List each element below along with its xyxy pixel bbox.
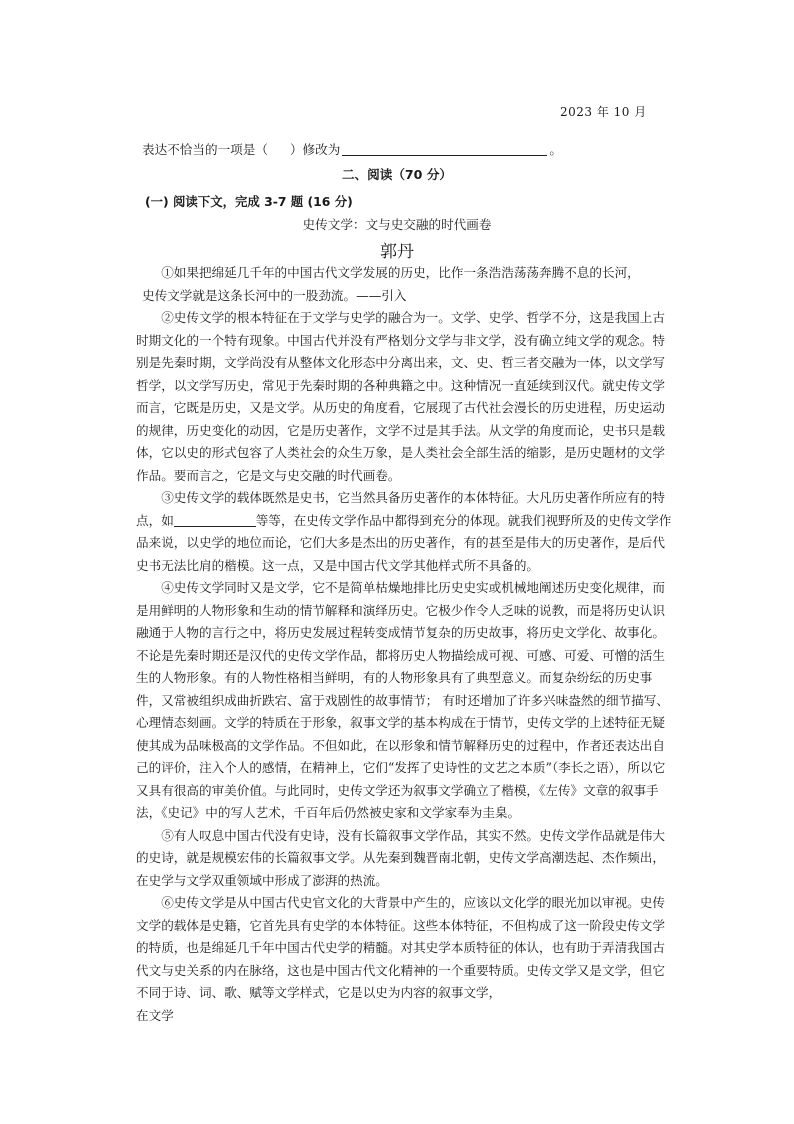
article-title: 史传文学：文与史交融的时代画卷	[302, 217, 492, 232]
question-prefix: 表达不恰当的一项是（	[142, 142, 268, 157]
paragraph-5: ⑤有人叹息中国古代没有史诗，没有长篇叙事文学作品，其实不然。史传文学作品就是伟大的史诗，就是规模宏伟的长篇叙事文学。从先秦到魏晋南北朝，史传文学高潮迭起、杰作频出，在史学与文学双重领域中形成了澎湃的热流。	[136, 827, 665, 888]
paragraph-3-part-b: 等等，在史传文学作品中都得到充分的体现。就我们视野所及的史传文学作品来说，以史学的地位而论，它们大多是杰出的历史著作，有的甚至是伟大的历史著作，是后代史书无法比肩的楷模。这一点，又是中国古代文学其他样式所不具备的。	[136, 512, 672, 573]
section-heading: 二、阅读（70 分）	[341, 167, 453, 182]
question-line	[142, 143, 562, 157]
paragraph-6: ⑥史传文学是从中国古代史官文化的大背景中产生的，应该以文化学的眼光加以审视。史传文学的载体是史籍，它首先具有史学的本体特征。这些本体特征，不但构成了这一阶段史传文学的特质，也是绵延几千年中国古代史学的精髓。对其史学本质特征的体认，也有助于弄清我国古代文与史关系的内在脉络，这也是中国古代文化精神的一个重要特质。史传文学又是文学，但它不同于诗、词、歌、赋等文学样式，它是以史为内容的叙事文学，	[136, 895, 665, 1000]
paragraph-6-tail: 在文学	[136, 1007, 174, 1023]
fill-in-blank	[174, 514, 256, 527]
rewrite-answer-blank	[342, 143, 547, 156]
paragraph-3-part-a: ③史传文学的载体既然是史书，它当然具备历史著作的本体特征。大凡历史著作所应有的特点，如	[136, 490, 665, 528]
article-body	[136, 262, 676, 1027]
paragraph-2: ②史传文学的根本特征在于文学与史学的融合为一。文学、史学、哲学不分，这是我国上古时期文化的一个特有现象。中国古代并没有严格划分文学与非文学，没有确立纯文学的观念。特别是先秦时期，文学尚没有从整体文化形态中分离出来，文、史、哲三者交融为一体，以文学写哲学，以文学写历史，常见于先秦时期的各种典籍之中。这种情况一直延续到汉代。就史传文学而言，它既是历史，又是文学。从历史的角度看，它展现了古代社会漫长的历史进程，历史运动的规律，历史变化的动因，它是历史著作，文学不过是其手法。从文学的角度而论，史书只是载体，它以史的形式包容了人类社会的众生万象，是人类社会全部生活的缩影，是历史题材的文学作品。要而言之，它是文与史交融的时代画卷。	[136, 310, 665, 483]
article-author: 郭丹	[380, 242, 414, 262]
paragraph-1-line-2: 史传文学就是这条长河中的一股劲流。——引入	[142, 287, 407, 303]
exam-date: 2023 年 10 月	[560, 105, 647, 119]
question-suffix: 。	[549, 142, 562, 157]
question-middle: ）修改为	[289, 142, 341, 157]
paragraph-4: ④史传文学同时又是文学，它不是简单枯燥地排比历史史实或机械地阐述历史变化规律，而是用鲜明的人物形象和生动的情节解释和演绎历史。它极少作令人乏味的说教，而是将历史认识融通于人物的言行之中，将历史发展过程转变成情节复杂的历史故事，将历史文学化、故事化。不论是先秦时期还是汉代的史传文学作品，都将历史人物描绘成可视、可感、可爱、可憎的活生生的人物形象。有的人物性格相当鲜明，有的人物形象具有了典型意义。而复杂纷纭的历史事件，又常被组织成曲折跌宕、富于戏剧性的故事情节； 有时还增加了许多兴味盎然的细节描写、心理情态刻画。文学的特质在于形象，叙事文学的基本构成在于情节，史传文学的上述特征无疑使其成为品味极高的文学作品。不但如此，在以形象和情节解释历史的过程中，作者还表达出自己的评价，注入个人的感情，在精神上，它们“发挥了史诗性的文艺之本质”（李长之语），所以它又具有很高的审美价值。与此同时，史传文学还为叙事文学确立了楷模，《左传》文章的叙事手法，《史记》中的写人艺术，千百年后仍然被史家和文学家奉为圭臬。	[136, 580, 669, 820]
subsection-instruction: (一) 阅读下文，完成 3-7 题 (16 分)	[145, 194, 353, 209]
paragraph-1-line-1: ①如果把绵延几千年的中国古代文学发展的历史，比作一条浩浩荡荡奔腾不息的长河，	[161, 265, 640, 280]
paragraph-3	[136, 487, 676, 577]
